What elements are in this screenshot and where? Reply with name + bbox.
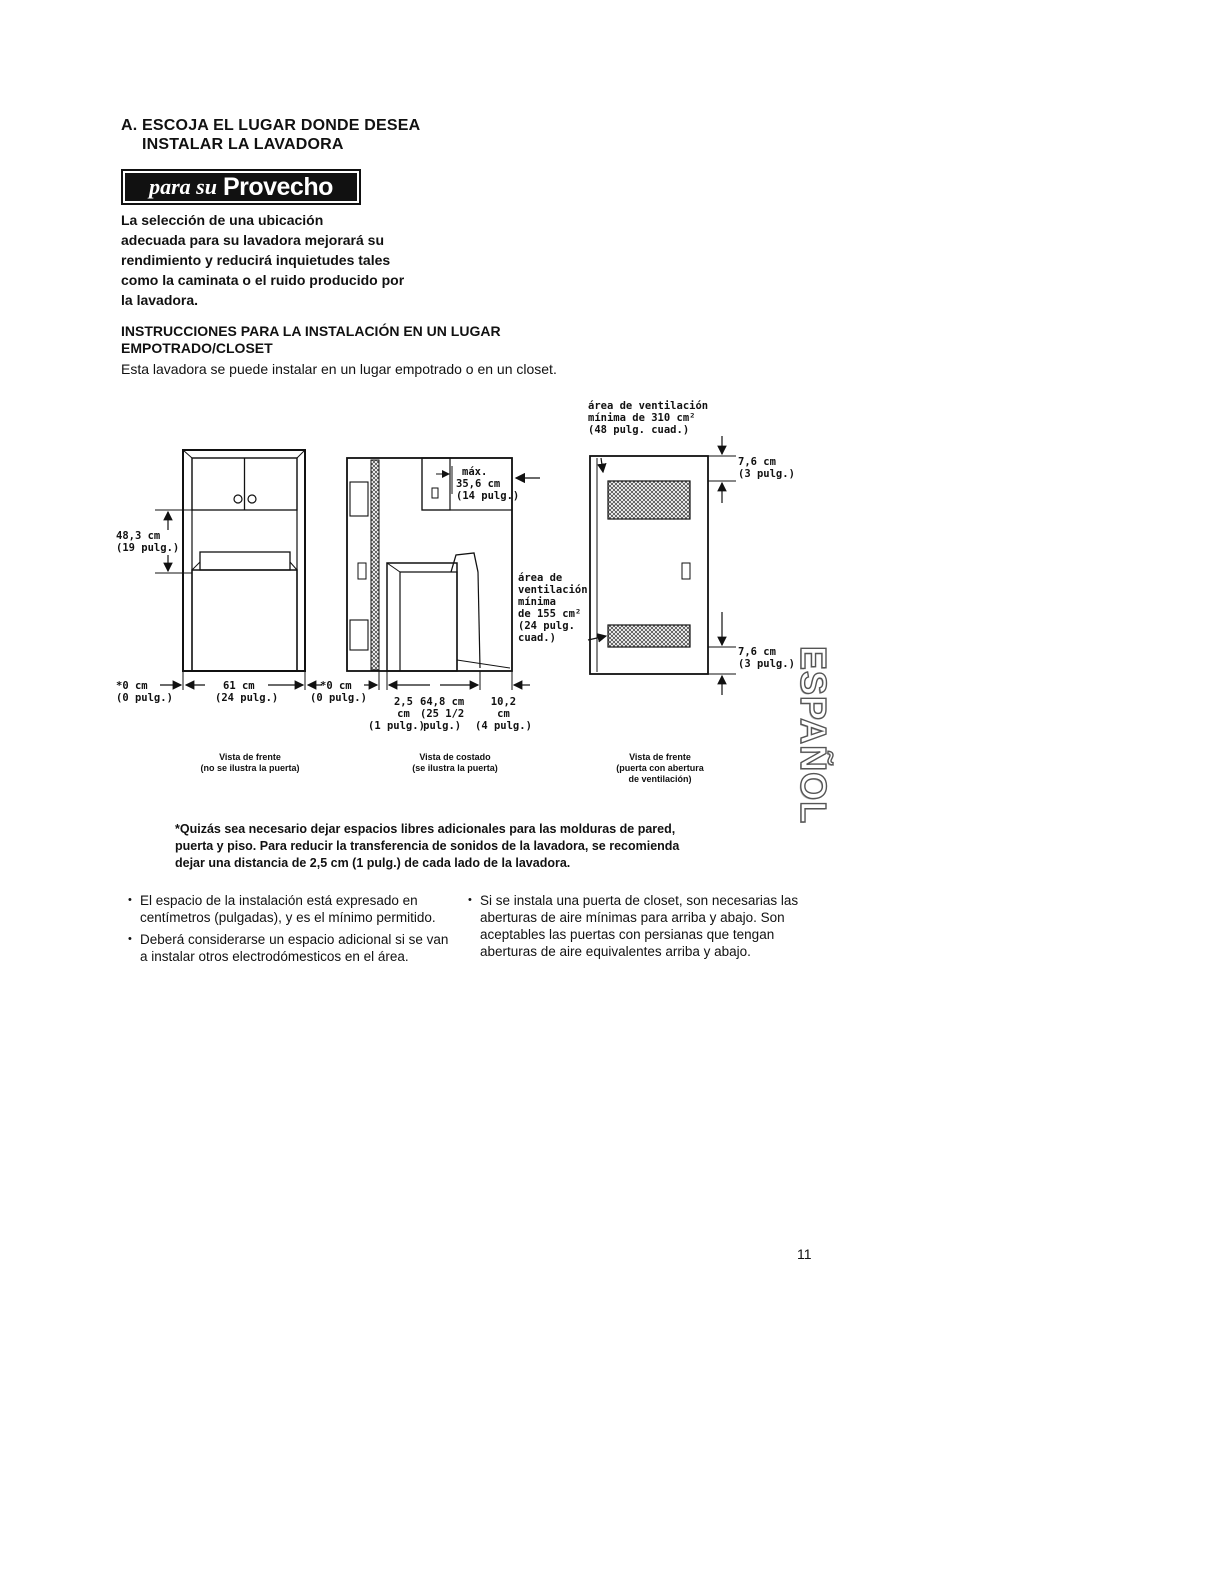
door-caption-line-1: Vista de frente [629, 752, 691, 762]
side-depth-3-cm: 10,2 [490, 696, 517, 708]
front-left-gap-cm: *0 cm [116, 680, 148, 692]
side-vent-line: mínima [518, 596, 556, 608]
side-depth-2-in: (25 1/2 [420, 708, 465, 720]
recess-heading-line-1: INSTRUCCIONES PARA LA INSTALACIÓN EN UN LUGAR [121, 323, 501, 339]
side-vent-line: área de [518, 572, 563, 584]
side-vent-label [518, 572, 588, 644]
side-depth-1-unit: cm [397, 708, 410, 720]
front-view-closet [155, 450, 322, 690]
side-depth-2-in-2: pulg.) [423, 720, 462, 732]
front-right-gap-in: (0 pulg.) [310, 692, 367, 704]
door-caption-line-3: de ventilación) [628, 774, 692, 784]
door-front-view [588, 436, 736, 695]
side-max-in: (14 pulg.) [456, 490, 520, 502]
list-item: • Si se instala una puerta de closet, son necesarias las aberturas de aire mínimas para arriba y abajo. Son aceptables las puertas con persianas que tengan aberturas de aire equivalentes arriba y abajo. [466, 892, 801, 960]
side-vent-line: ventilación [518, 584, 588, 596]
front-view-caption [190, 752, 310, 774]
side-depth-3-in: (4 pulg.) [475, 720, 532, 732]
front-left-gap-in: (0 pulg.) [116, 692, 173, 704]
door-caption-line-2: (puerta con abertura [616, 763, 704, 773]
side-vent-line: de 155 cm² [518, 608, 582, 620]
front-width-label [215, 680, 278, 704]
door-view-caption [600, 752, 720, 785]
door-vent-label [588, 400, 708, 436]
side-depth-1-label [368, 696, 425, 732]
recess-text: Esta lavadora se puede instalar en un lugar empotrado o en un closet. [121, 361, 557, 377]
intro-line: rendimiento y reducirá inquietudes tales [121, 252, 391, 268]
front-width-cm: 61 cm [223, 680, 255, 692]
side-depth-1-in: (1 pulg.) [368, 720, 425, 732]
language-side-tab-label: ESPAÑOL [793, 645, 835, 825]
door-top-gap-cm: 7,6 cm [738, 456, 776, 468]
side-view-caption [395, 752, 515, 774]
section-title-line-2: INSTALAR LA LAVADORA [142, 136, 344, 153]
footnote-line: puerta y piso. Para reducir la transferencia de sonidos de la lavadora, se recomienda [175, 839, 680, 853]
side-caption-line-2: (se ilustra la puerta) [412, 763, 498, 773]
front-caption-line-1: Vista de frente [219, 752, 281, 762]
door-top-gap-label [738, 456, 795, 480]
door-vent-line: área de ventilación [588, 400, 709, 412]
intro-line: adecuada para su lavadora mejorará su [121, 232, 385, 248]
language-side-tab [783, 640, 843, 830]
list-item: • Deberá considerarse un espacio adicional si se van a instalar otros electrodómesticos en el área. [126, 931, 456, 965]
page-number: 11 [797, 1246, 812, 1262]
intro-line: La selección de una ubicación [121, 212, 324, 228]
section-title-line-1: A. ESCOJA EL LUGAR DONDE DESEA [121, 117, 421, 134]
door-bottom-gap-cm: 7,6 cm [738, 646, 776, 658]
intro-line: la lavadora. [121, 292, 199, 308]
clearance-footnote [175, 821, 775, 872]
side-depth-2-cm: 64,8 cm [420, 696, 465, 708]
door-top-gap-in: (3 pulg.) [738, 468, 795, 480]
logo-word-text: Provecho [222, 172, 333, 201]
front-right-gap-cm: *0 cm [320, 680, 352, 692]
recess-heading-line-2: EMPOTRADO/CLOSET [121, 340, 273, 356]
front-caption-line-2: (no se ilustra la puerta) [200, 763, 300, 773]
logo-script-text: para su [149, 174, 217, 199]
front-left-gap-label [116, 680, 173, 704]
side-caption-line-1: Vista de costado [419, 752, 491, 762]
side-max-cm: 35,6 cm [456, 478, 501, 490]
door-bottom-gap-in: (3 pulg.) [738, 658, 795, 670]
front-height-cm: 48,3 cm [116, 530, 161, 542]
side-depth-3-unit: cm [497, 708, 510, 720]
door-vent-line: (48 pulg. cuad.) [588, 424, 690, 436]
front-width-in: (24 pulg.) [215, 692, 279, 704]
side-max-label [456, 466, 519, 502]
bullet-list-right [466, 892, 801, 965]
side-vent-line: (24 pulg. [518, 620, 575, 632]
side-vent-line: cuad.) [518, 632, 556, 644]
door-vent-line: mínima de 310 cm² [588, 412, 696, 424]
bullet-list-left [126, 892, 456, 970]
intro-line: como la caminata o el ruido producido por [121, 272, 405, 288]
front-right-gap-label [310, 680, 367, 704]
side-depth-3-label [475, 696, 532, 732]
side-depth-2-label [420, 696, 464, 732]
front-height-in: (19 pulg.) [116, 542, 180, 554]
side-max-text: máx. [462, 466, 488, 478]
front-height-label [116, 530, 179, 554]
footnote-line: dejar una distancia de 2,5 cm (1 pulg.) de cada lado de la lavadora. [175, 856, 571, 870]
list-item: • El espacio de la instalación está expresado en centímetros (pulgadas), y es el mínimo permitido. [126, 892, 456, 926]
side-depth-1-cm: 2,5 [393, 696, 413, 708]
footnote-line: *Quizás sea necesario dejar espacios libres adicionales para las molduras de pared, [175, 822, 676, 836]
